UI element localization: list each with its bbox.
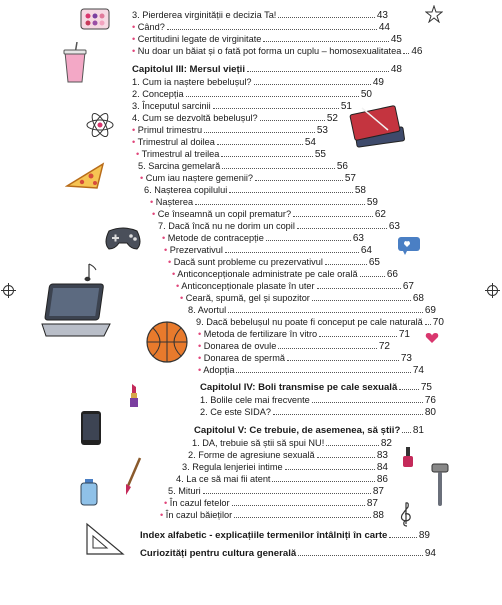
toc-entry-title: 2. Forme de agresiune sexuală: [188, 450, 315, 460]
toc-page-number: 56: [336, 161, 348, 172]
toc-page-number: 87: [366, 498, 378, 509]
toc-page-number: 76: [424, 395, 436, 406]
toc-entry-title: Capitolul V: Ce trebuie, de asemenea, să știi?: [194, 425, 401, 436]
toc-page-number: 88: [372, 510, 384, 521]
toc-entry-title: 2. Concepția: [132, 89, 184, 99]
toc-entry-title: • Trimestrul al treilea: [136, 149, 219, 160]
toc-page-number: 55: [314, 149, 326, 160]
toc-entry: [132, 10, 388, 21]
dot-leader: [297, 228, 387, 229]
dot-leader: [285, 469, 375, 470]
toc-entry-title: • Cum iau naștere gemenii?: [140, 173, 253, 184]
toc-entry: [132, 137, 316, 148]
toc-page-number: 94: [424, 548, 436, 559]
dot-leader: [326, 445, 379, 446]
toc-entry-title: • Ceară, spumă, gel și supozitor: [180, 293, 310, 304]
toc-entry: [172, 269, 398, 280]
dot-leader: [312, 402, 423, 403]
toc-entry-title: • Metode de contracepție: [162, 233, 264, 244]
dot-leader: [254, 84, 371, 85]
dot-leader: [272, 481, 374, 482]
toc-page-number: 73: [400, 353, 412, 364]
dot-leader: [287, 360, 399, 361]
dot-leader: [278, 17, 375, 18]
toc-entry: [132, 77, 384, 88]
toc-entry: [188, 450, 388, 461]
toc-entry: [150, 197, 378, 208]
toc-entry: [198, 329, 410, 340]
dot-leader: [203, 493, 371, 494]
toc-entry: [198, 341, 390, 352]
dot-leader: [403, 53, 409, 54]
toc-entry-title: 7. Dacă încă nu ne dorim un copil: [158, 221, 295, 231]
toc-entry: [200, 395, 436, 406]
toc-page-number: 72: [378, 341, 390, 352]
dot-leader: [273, 414, 423, 415]
toc-page-number: 63: [352, 233, 364, 244]
toc-page-number: 74: [412, 365, 424, 376]
dot-leader: [222, 168, 335, 169]
dot-leader: [293, 216, 373, 217]
toc-entry: [132, 101, 352, 112]
dot-leader: [317, 457, 375, 458]
toc-entry: [162, 233, 364, 244]
toc-entry-title: Capitolul IV: Boli transmise pe cale sexuală: [200, 382, 398, 393]
toc-entry: [160, 510, 384, 521]
toc-entry: [132, 34, 402, 45]
dot-leader: [213, 108, 339, 109]
dot-leader: [236, 372, 410, 373]
dot-leader: [425, 324, 431, 325]
toc-entry-title: • Metoda de fertilizare în vitro: [198, 329, 317, 340]
toc-entry-title: • Primul trimestru: [132, 125, 202, 136]
toc-entry-title: 9. Dacă bebelușul nu poate fi conceput pe cale naturală: [196, 317, 423, 327]
toc-page-number: 50: [360, 89, 372, 100]
toc-entry: [182, 462, 388, 473]
dot-leader: [298, 555, 423, 556]
toc-entry-title: • În cazul băieților: [160, 510, 232, 521]
toc-page-number: 49: [372, 77, 384, 88]
toc-entry: [132, 125, 328, 136]
toc-entry-title: 1. Cum ia naștere bebelușul?: [132, 77, 252, 87]
toc-entry: [140, 173, 356, 184]
toc-page-number: 59: [366, 197, 378, 208]
toc-page-number: 43: [376, 10, 388, 21]
toc-page-number: 66: [386, 269, 398, 280]
toc-entry-title: Curiozități pentru cultura generală: [140, 548, 297, 559]
toc-chapter-entry: [140, 530, 430, 541]
toc-page-number: 44: [378, 22, 390, 33]
toc-page-number: 63: [388, 221, 400, 232]
dot-leader: [229, 192, 353, 193]
dot-leader: [266, 240, 351, 241]
dot-leader: [402, 432, 411, 433]
dot-leader: [195, 204, 365, 205]
toc-entry-title: • Anticoncepționale plasate în uter: [176, 281, 315, 292]
toc-page-number: 82: [380, 438, 392, 449]
toc-page-number: 71: [398, 329, 410, 340]
toc-page-number: 64: [360, 245, 372, 256]
toc-entry: [200, 407, 436, 418]
toc-entry-title: • Donarea de ovule: [198, 341, 276, 352]
toc-page-number: 86: [376, 474, 388, 485]
toc-entry: [176, 474, 388, 485]
toc-entry-title: • Prezervativul: [164, 245, 223, 256]
dot-leader: [204, 132, 315, 133]
toc-page-number: 51: [340, 101, 352, 112]
toc-page-number: 67: [402, 281, 414, 292]
dot-leader: [319, 336, 397, 337]
toc-entry: [180, 293, 424, 304]
toc-entry: [138, 161, 348, 172]
toc-entry-title: 6. Nașterea copilului: [144, 185, 228, 195]
toc-entry-title: • Donarea de spermă: [198, 353, 285, 364]
toc-entry: [192, 438, 392, 449]
toc-page-number: 53: [316, 125, 328, 136]
toc-entry-title: 1. DA, trebuie să știi să spui NU!: [192, 438, 325, 448]
dot-leader: [389, 537, 416, 538]
toc-entry-title: • Adopția: [198, 365, 234, 376]
toc-entry-title: • Trimestrul al doilea: [132, 137, 215, 148]
toc-page-number: 69: [424, 305, 436, 316]
toc-page-number: 81: [412, 425, 424, 436]
toc-entry-title: Capitolul III: Mersul vieții: [132, 64, 246, 75]
toc-page-number: 89: [418, 530, 430, 541]
toc-page-number: 46: [411, 46, 423, 57]
toc-entry-title: 5. Mituri: [168, 486, 201, 496]
dot-leader: [186, 96, 359, 97]
toc-entry-title: 4. La ce să mai fii atent: [176, 474, 271, 484]
toc-entry-title: 1. Bolile cele mai frecvente: [200, 395, 310, 405]
toc-entry-title: • Ce înseamnă un copil prematur?: [152, 209, 291, 220]
toc-page-number: 48: [390, 64, 402, 75]
toc-entry: [164, 498, 378, 509]
dot-leader: [325, 264, 367, 265]
toc-page-number: 65: [368, 257, 380, 268]
toc-page-number: 87: [372, 486, 384, 497]
toc-entry: [132, 113, 338, 124]
dot-leader: [221, 156, 312, 157]
toc-entry-title: • Certitudini legate de virginitate: [132, 34, 261, 45]
dot-leader: [247, 71, 389, 72]
toc-page-number: 70: [432, 317, 444, 328]
toc-entry-title: 8. Avortul: [188, 305, 227, 315]
toc-entry: [132, 22, 390, 33]
toc-entry-title: Index alfabetic - explicațiile termenilor întâlniți în carte: [140, 530, 388, 541]
toc-entry: [136, 149, 326, 160]
toc-entry: [164, 245, 372, 256]
toc-entry: [176, 281, 414, 292]
dot-leader: [260, 120, 325, 121]
toc-entry: [158, 221, 400, 232]
toc-entry-title: • Când?: [132, 22, 165, 33]
toc-entry-title: 3. Regula lenjeriei intime: [182, 462, 283, 472]
toc-entry-title: • Nu doar un băiat și o fată pot forma un cuplu – homosexualitatea: [132, 46, 401, 57]
toc-chapter-entry: [140, 548, 436, 559]
dot-leader: [278, 348, 377, 349]
toc-page-number: 54: [304, 137, 316, 148]
toc-entry: [144, 185, 366, 196]
toc-entry-title: • În cazul fetelor: [164, 498, 230, 509]
toc-page-number: 45: [390, 34, 402, 45]
toc-page-number: 80: [424, 407, 436, 418]
dot-leader: [217, 144, 303, 145]
dot-leader: [234, 517, 371, 518]
toc-entry: [132, 89, 372, 100]
dot-leader: [228, 312, 423, 313]
toc-entry: [168, 486, 384, 497]
toc-chapter-entry: [194, 425, 424, 436]
toc-entry: [198, 353, 412, 364]
toc-entry: [152, 209, 386, 220]
toc-entry-title: 3. Începutul sarcinii: [132, 101, 211, 111]
toc-entry-title: 3. Pierderea virginității e decizia Ta!: [132, 10, 277, 20]
toc-chapter-entry: [200, 382, 432, 393]
toc-page-number: 62: [374, 209, 386, 220]
toc-chapter-entry: [132, 64, 402, 75]
toc-entry-title: 2. Ce este SIDA?: [200, 407, 271, 417]
toc-entry-title: • Nașterea: [150, 197, 193, 208]
toc-entry-title: • Anticoncepționale administrate pe cale orală: [172, 269, 358, 280]
dot-leader: [312, 300, 411, 301]
dot-leader: [232, 505, 365, 506]
toc-page-number: 83: [376, 450, 388, 461]
toc-page-number: 84: [376, 462, 388, 473]
dot-leader: [317, 288, 401, 289]
toc-entry-title: 5. Sarcina gemelară: [138, 161, 221, 171]
dot-leader: [399, 389, 419, 390]
toc-entry: [132, 46, 423, 57]
toc-entry: [196, 317, 444, 328]
toc-entry-title: 4. Cum se dezvoltă bebelușul?: [132, 113, 258, 123]
dot-leader: [360, 276, 385, 277]
dot-leader: [255, 180, 343, 181]
toc-entry: [168, 257, 380, 268]
toc-page-number: 68: [412, 293, 424, 304]
toc-page-number: 52: [326, 113, 338, 124]
toc-entry: [198, 365, 424, 376]
toc-entry-title: • Dacă sunt probleme cu prezervativul: [168, 257, 323, 268]
toc-entry: [188, 305, 436, 316]
dot-leader: [167, 29, 377, 30]
toc-page-number: 75: [420, 382, 432, 393]
toc-page-number: 58: [354, 185, 366, 196]
dot-leader: [225, 252, 359, 253]
toc-page-number: 57: [344, 173, 356, 184]
dot-leader: [263, 41, 389, 42]
